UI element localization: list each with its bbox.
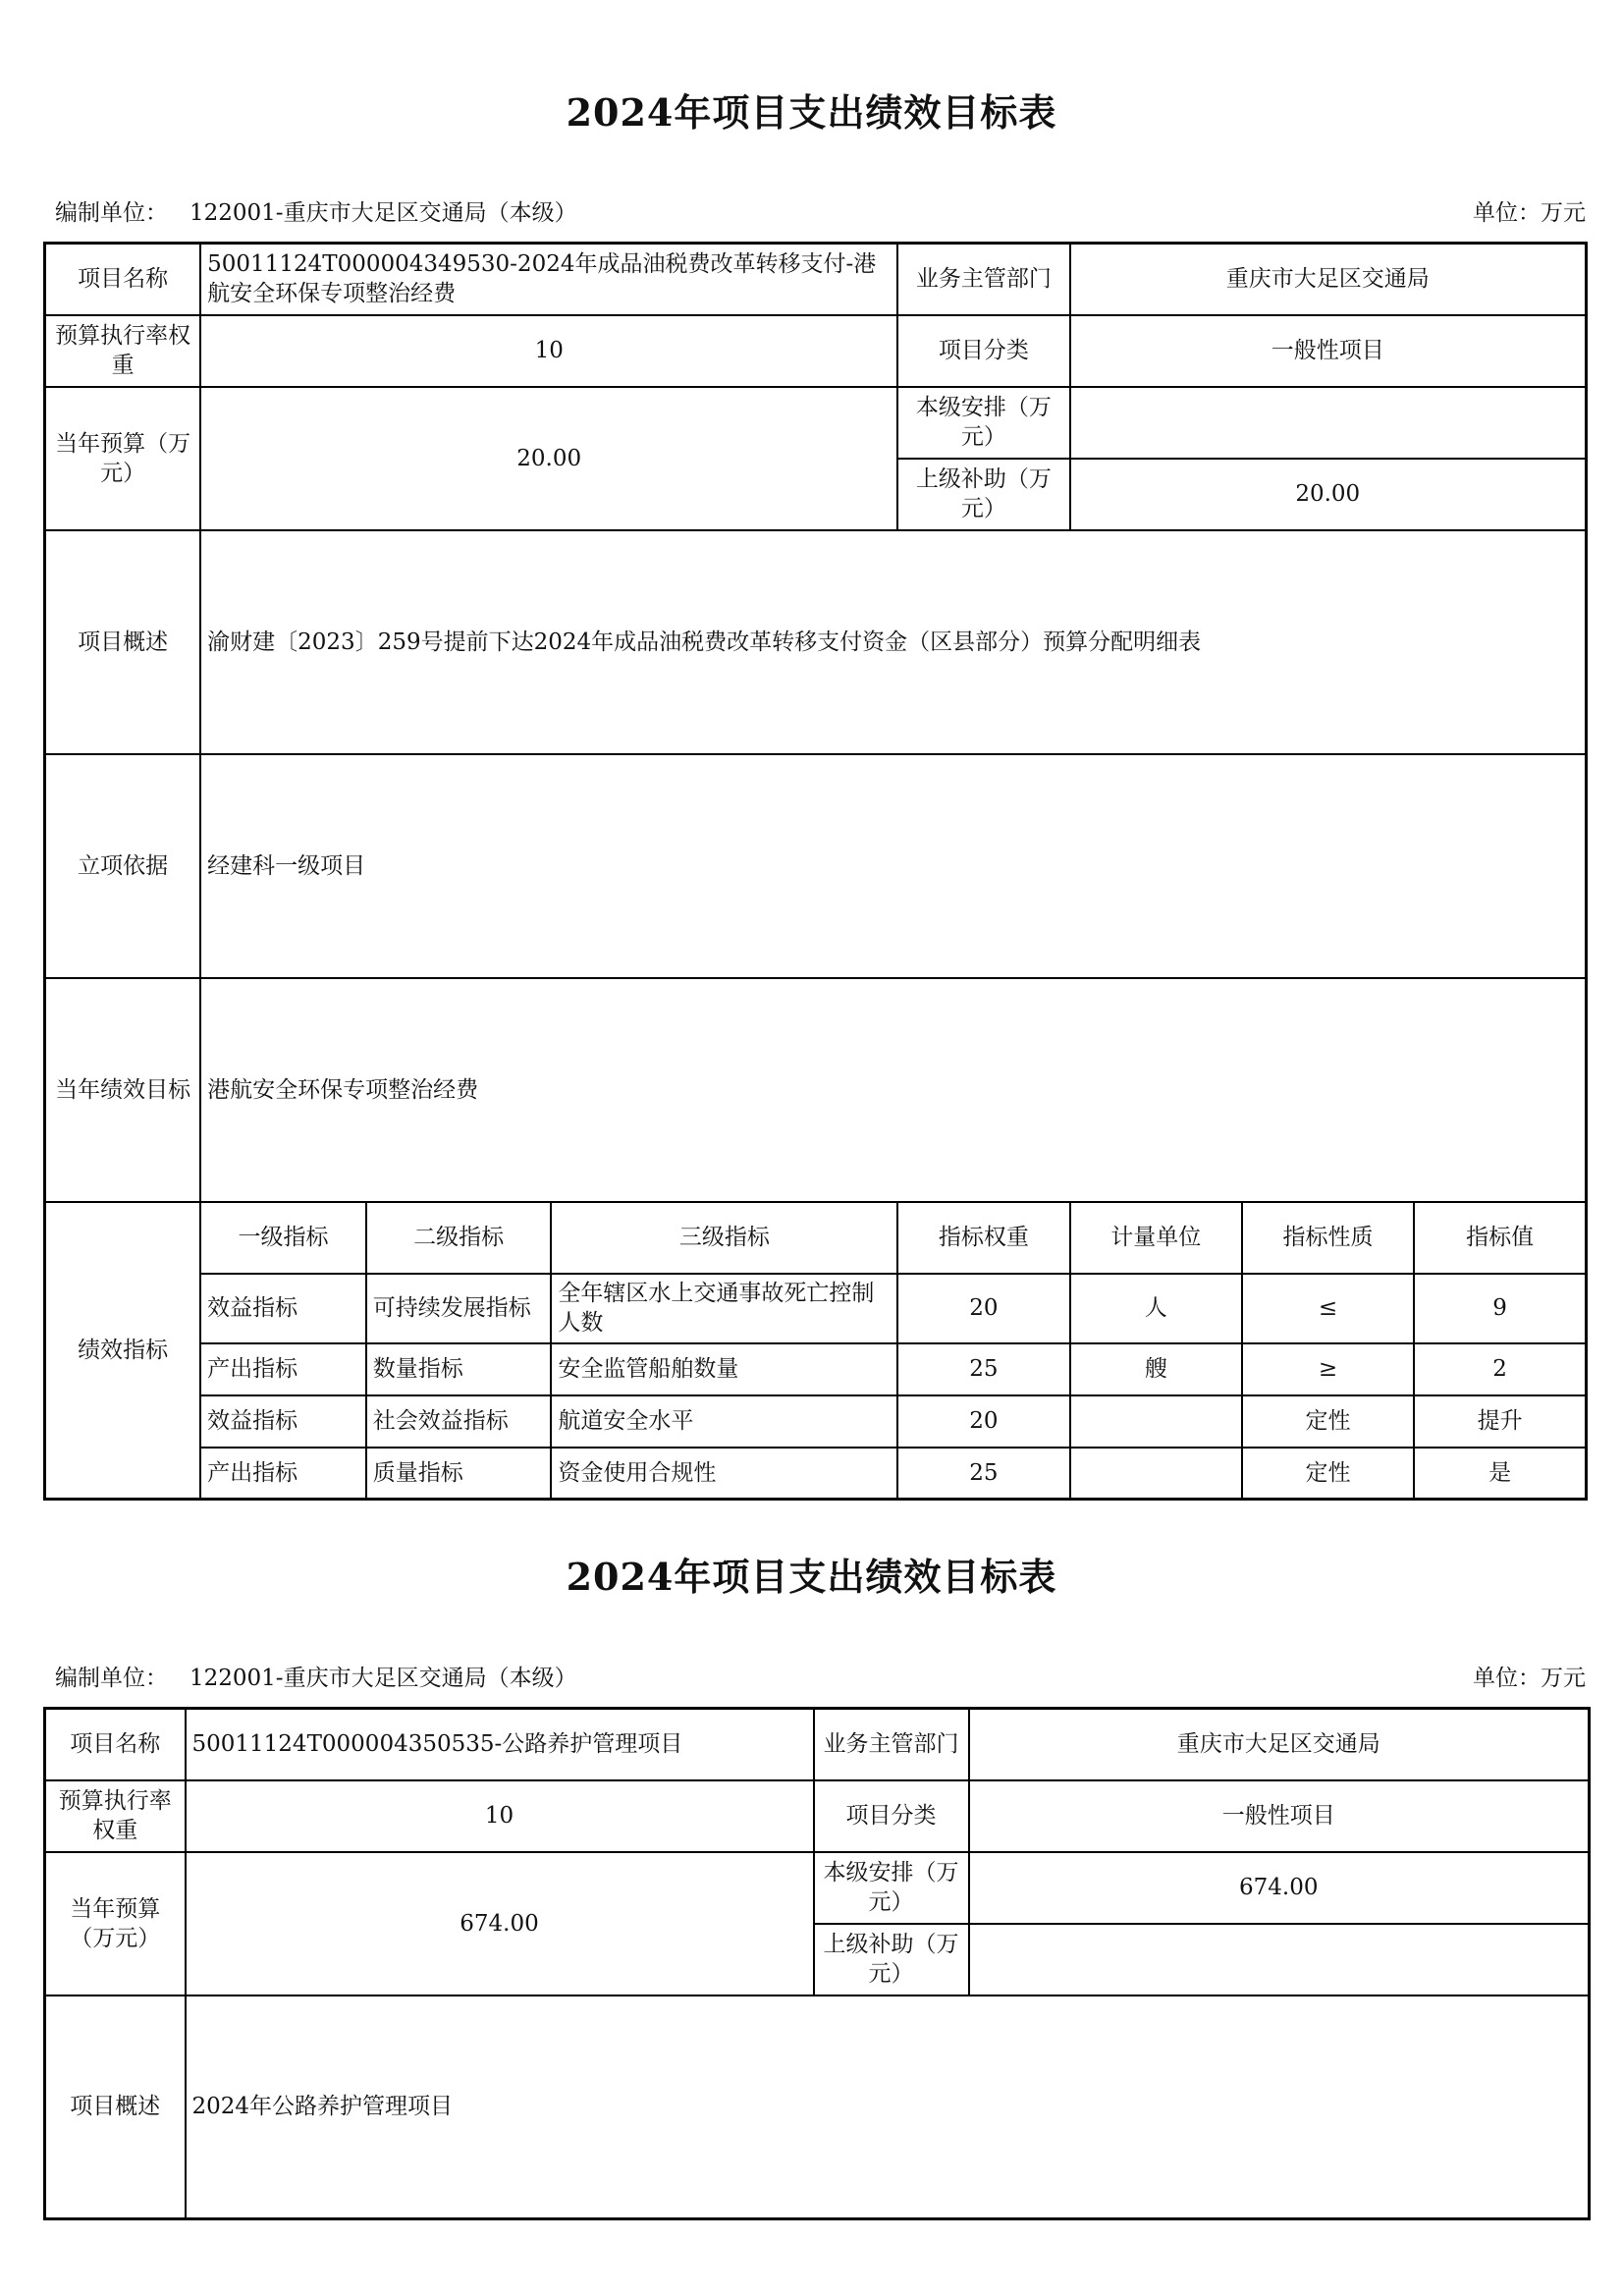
indicator-cell: 产出指标 bbox=[200, 1448, 366, 1500]
table1-currency: 单位：万元 bbox=[1473, 200, 1586, 226]
overview-label: 项目概述 bbox=[45, 1995, 186, 2219]
indicator-cell: 资金使用合规性 bbox=[551, 1448, 897, 1500]
overview-value: 渝财建〔2023〕259号提前下达2024年成品油税费改革转移支付资金（区县部分）预算分配明细表 bbox=[200, 530, 1586, 754]
indicators-label: 绩效指标 bbox=[45, 1202, 201, 1500]
indicator-cell: 社会效益指标 bbox=[366, 1395, 552, 1448]
indicator-header: 指标性质 bbox=[1242, 1202, 1414, 1274]
budget-value: 674.00 bbox=[186, 1852, 814, 1995]
table2 bbox=[43, 1707, 1591, 2220]
indicator-header: 二级指标 bbox=[366, 1202, 552, 1274]
basis-label: 立项依据 bbox=[45, 754, 201, 978]
dept-value: 重庆市大足区交通局 bbox=[969, 1709, 1590, 1780]
indicator-cell: 20 bbox=[897, 1395, 1069, 1448]
category-value: 一般性项目 bbox=[969, 1780, 1590, 1852]
indicator-cell: 效益指标 bbox=[200, 1395, 366, 1448]
indicator-row bbox=[45, 1395, 1587, 1448]
project-name-label: 项目名称 bbox=[45, 244, 201, 315]
indicator-cell: 全年辖区水上交通事故死亡控制人数 bbox=[551, 1274, 897, 1343]
indicator-cell: 产出指标 bbox=[200, 1343, 366, 1395]
indicator-row bbox=[45, 1274, 1587, 1343]
indicator-header: 指标值 bbox=[1414, 1202, 1586, 1274]
overview-value: 2024年公路养护管理项目 bbox=[186, 1995, 1590, 2219]
category-value: 一般性项目 bbox=[1070, 315, 1587, 387]
budget-value: 20.00 bbox=[200, 387, 897, 530]
basis-value: 经建科一级项目 bbox=[200, 754, 1586, 978]
exec-weight-label: 预算执行率权重 bbox=[45, 315, 201, 387]
overview-label: 项目概述 bbox=[45, 530, 201, 754]
indicator-cell: ≥ bbox=[1242, 1343, 1414, 1395]
indicator-cell: 是 bbox=[1414, 1448, 1586, 1500]
goal-label: 当年绩效目标 bbox=[45, 978, 201, 1202]
superior-label: 上级补助（万元） bbox=[814, 1924, 969, 1995]
indicator-cell: 2 bbox=[1414, 1343, 1586, 1395]
local-label: 本级安排（万元） bbox=[814, 1852, 969, 1924]
budget-label: 当年预算（万元） bbox=[45, 387, 201, 530]
project-name-value: 50011124T000004349530-2024年成品油税费改革转移支付-港航安全环保专项整治经费 bbox=[200, 244, 897, 315]
indicator-cell: 25 bbox=[897, 1448, 1069, 1500]
budget-label: 当年预算（万元） bbox=[45, 1852, 186, 1995]
indicator-cell: 航道安全水平 bbox=[551, 1395, 897, 1448]
superior-label: 上级补助（万元） bbox=[897, 459, 1069, 530]
dept-label: 业务主管部门 bbox=[897, 244, 1069, 315]
indicator-cell: 可持续发展指标 bbox=[366, 1274, 552, 1343]
indicator-row bbox=[45, 1448, 1587, 1500]
table1-title: 2024年项目支出绩效目标表 bbox=[566, 90, 1057, 135]
goal-value: 港航安全环保专项整治经费 bbox=[200, 978, 1586, 1202]
indicator-cell: 25 bbox=[897, 1343, 1069, 1395]
dept-label: 业务主管部门 bbox=[814, 1709, 969, 1780]
table2-currency: 单位：万元 bbox=[1473, 1666, 1586, 1691]
indicator-cell: 9 bbox=[1414, 1274, 1586, 1343]
exec-weight-value: 10 bbox=[186, 1780, 814, 1852]
table2-title: 2024年项目支出绩效目标表 bbox=[566, 1555, 1057, 1599]
table2-unit-label: 编制单位： bbox=[55, 1666, 168, 1691]
table1 bbox=[43, 242, 1588, 1501]
indicator-header: 一级指标 bbox=[200, 1202, 366, 1274]
project-name-label: 项目名称 bbox=[45, 1709, 186, 1780]
indicator-cell: 效益指标 bbox=[200, 1274, 366, 1343]
indicator-header: 指标权重 bbox=[897, 1202, 1069, 1274]
category-label: 项目分类 bbox=[814, 1780, 969, 1852]
dept-value: 重庆市大足区交通局 bbox=[1070, 244, 1587, 315]
indicator-cell: 数量指标 bbox=[366, 1343, 552, 1395]
exec-weight-label: 预算执行率权重 bbox=[45, 1780, 186, 1852]
indicator-cell: 定性 bbox=[1242, 1395, 1414, 1448]
local-value: 674.00 bbox=[969, 1852, 1590, 1924]
exec-weight-value: 10 bbox=[200, 315, 897, 387]
indicator-cell: ≤ bbox=[1242, 1274, 1414, 1343]
indicator-cell: 质量指标 bbox=[366, 1448, 552, 1500]
category-label: 项目分类 bbox=[897, 315, 1069, 387]
indicator-cell: 艘 bbox=[1070, 1343, 1242, 1395]
indicator-header: 三级指标 bbox=[551, 1202, 897, 1274]
table1-unit-label: 编制单位： bbox=[55, 200, 168, 226]
superior-value bbox=[969, 1924, 1590, 1995]
indicator-cell: 20 bbox=[897, 1274, 1069, 1343]
indicator-cell bbox=[1070, 1395, 1242, 1448]
indicator-cell: 人 bbox=[1070, 1274, 1242, 1343]
indicator-cell bbox=[1070, 1448, 1242, 1500]
indicator-cell: 提升 bbox=[1414, 1395, 1586, 1448]
local-label: 本级安排（万元） bbox=[897, 387, 1069, 459]
local-value bbox=[1070, 387, 1587, 459]
project-name-value: 50011124T000004350535-公路养护管理项目 bbox=[186, 1709, 814, 1780]
table2-unit-value: 122001-重庆市大足区交通局（本级） bbox=[189, 1666, 577, 1691]
superior-value: 20.00 bbox=[1070, 459, 1587, 530]
indicator-header: 计量单位 bbox=[1070, 1202, 1242, 1274]
indicator-cell: 定性 bbox=[1242, 1448, 1414, 1500]
indicator-cell: 安全监管船舶数量 bbox=[551, 1343, 897, 1395]
table1-unit-value: 122001-重庆市大足区交通局（本级） bbox=[189, 200, 577, 226]
indicator-row bbox=[45, 1343, 1587, 1395]
